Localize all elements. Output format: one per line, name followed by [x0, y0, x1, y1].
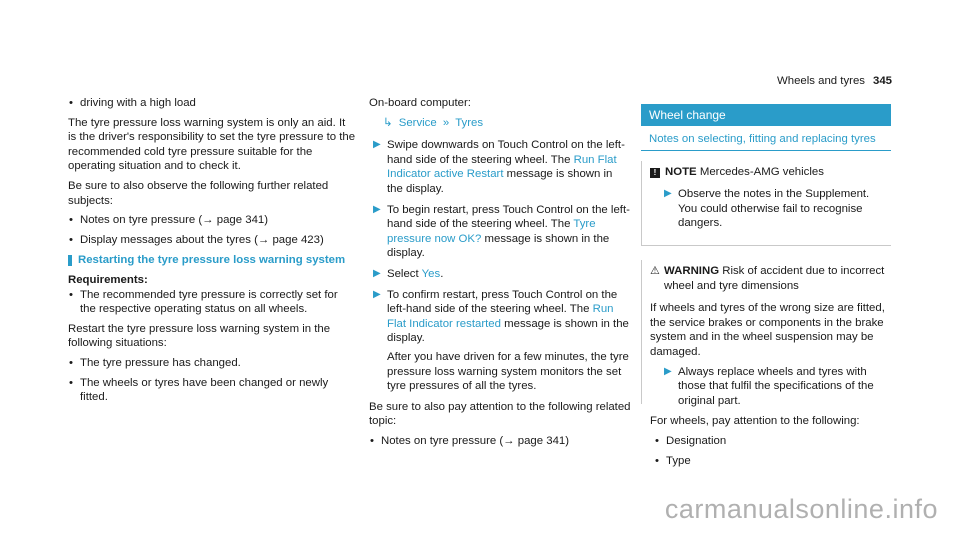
double-chevron-icon: »: [442, 116, 450, 129]
menu-path: [369, 116, 631, 131]
step: ▶ Select Yes.: [373, 267, 444, 280]
list-item: • Notes on tyre pressure (→ page 341): [369, 434, 631, 449]
warning-header: [650, 264, 891, 293]
paragraph: The tyre pressure loss warning system is only an aid. It is the driver's responsibility to set the tyre pressure to the recommended cold tyre pressure suitable for the operating situation and to check it.: [68, 116, 356, 173]
section-header-bar: Wheel change: [641, 104, 891, 126]
display-message: Run Flat Indicator active Restart: [387, 153, 617, 181]
menu-service: Service: [398, 116, 437, 129]
warning-text: Risk of accident due to incorrect wheel and tyre dimensions: [664, 264, 885, 292]
page-number: 345: [872, 75, 892, 87]
list-item: • The recommended tyre pressure is correctly set for the respective operating status on all wheels.: [68, 288, 356, 317]
step-arrow-icon: ▶: [373, 267, 381, 279]
page-header: [777, 75, 892, 87]
step: ▶ Swipe downwards on Touch Control on the left-hand side of the steering wheel. The Run Flat Indicator active Restart message is shown in the display.: [373, 139, 625, 195]
onboard-label: On-board computer:: [369, 97, 471, 109]
requirements-label: Requirements:: [68, 273, 148, 286]
list-item: • driving with a high load: [68, 96, 356, 111]
display-message: Yes: [421, 267, 441, 280]
paragraph: Restart the tyre pressure loss warning system in the following situations:: [68, 322, 331, 350]
step-arrow-icon: ▶: [373, 203, 381, 215]
list-item: • Notes on tyre pressure (→ page 341): [68, 213, 356, 228]
note-text: Mercedes-AMG vehicles: [699, 165, 824, 178]
display-message: Tyre pressure now OK?: [387, 218, 596, 245]
list-item: • The wheels or tyres have been changed or newly fitted.: [68, 376, 356, 405]
note-header: [650, 165, 891, 180]
section-label: Wheels and tyres: [776, 75, 865, 87]
watermark: carmanualsonline.info: [664, 494, 938, 524]
paragraph: For wheels, pay attention to the following:: [650, 415, 860, 428]
warning-label: WARNING: [664, 264, 720, 277]
paragraph: Be sure to also observe the following further related subjects:: [68, 179, 329, 207]
list-item: • The tyre pressure has changed.: [68, 356, 356, 371]
warning-body: If wheels and tyres of the wrong size are fitted, the service brakes or components in the brake system and in the wheel suspension may be damaged.: [650, 302, 885, 358]
paragraph: Be sure to also pay attention to the following related topic:: [369, 400, 631, 428]
note-box: [641, 161, 891, 246]
step-arrow-icon: ▶: [664, 188, 672, 200]
menu-tyres: Tyres: [455, 116, 484, 129]
return-arrow-icon: ↳: [383, 116, 393, 129]
step: ▶ Observe the notes in the Supplement. You could otherwise fail to recognise dangers.: [664, 188, 870, 230]
step: ▶ To begin restart, press Touch Control on the left-hand side of the steering wheel. The Tyre pressure now OK? message is shown in the display.: [373, 203, 630, 260]
column-3: [641, 104, 891, 467]
column-2: [369, 96, 631, 453]
step: ▶ To confirm restart, press Touch Control on the left-hand side of the steering wheel. The Run Flat Indicator restarted message is shown in the display. After you have driven for a few minutes, the tyre pressure loss warning system monitors the set tyre pressures of all the tyres.: [369, 288, 631, 394]
warning-box: [641, 260, 891, 467]
note-label: NOTE: [665, 165, 697, 178]
list-item: • Display messages about the tyres (→ page 423): [68, 233, 356, 248]
column-1: [68, 96, 356, 410]
display-message: Run Flat Indicator restarted: [387, 303, 614, 330]
step-note: After you have driven for a few minutes, the tyre pressure loss warning system monitors the set tyre pressures of all the tyres.: [387, 350, 629, 393]
step-arrow-icon: ▶: [373, 139, 381, 151]
exclamation-icon: !: [650, 168, 660, 178]
step-arrow-icon: ▶: [373, 288, 381, 300]
step-arrow-icon: ▶: [664, 365, 672, 377]
step: ▶ Always replace wheels and tyres with those that fulfil the specifications of the original part.: [664, 365, 874, 407]
section-title: Notes on selecting, fitting and replacing tyres: [641, 126, 891, 151]
list-item: • Designation: [654, 434, 891, 449]
subheading: Restarting the tyre pressure loss warning system: [68, 253, 356, 268]
list-item: • Type: [654, 454, 891, 469]
warning-triangle-icon: ⚠: [650, 264, 660, 277]
